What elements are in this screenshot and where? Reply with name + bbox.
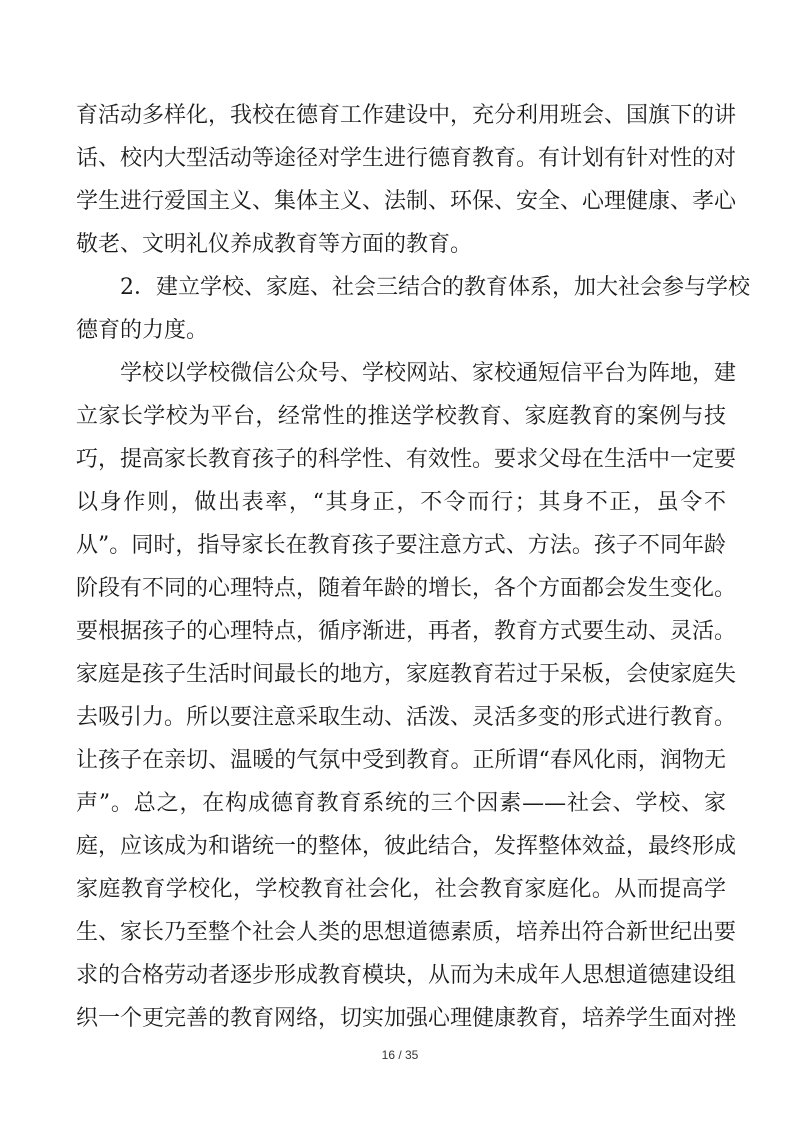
text-line: 话、校内大型活动等途径对学生进行德育教育。有计划有针对性的对: [76, 146, 737, 171]
text-line: 家庭是孩子生活时间最长的地方，家庭教育若过于呆板，会使家庭失: [76, 662, 737, 687]
text-line: 去吸引力。所以要注意采取生动、活泼、灵活多变的形式进行教育。: [76, 705, 737, 730]
text-line: 家庭教育学校化，学校教育社会化，社会教育家庭化。从而提高学: [76, 877, 726, 902]
text-line: 求的合格劳动者逐步形成教育模块，从而为未成年人思想道德建设组: [76, 963, 737, 988]
text-line: 学生进行爱国主义、集体主义、法制、环保、安全、心理健康、孝心: [76, 189, 737, 214]
text-line: 织一个更完善的教育网络，切实加强心理健康教育，培养学生面对挫: [76, 1006, 737, 1031]
text-line: 从”。同时，指导家长在教育孩子要注意方式、方法。孩子不同年龄: [76, 533, 726, 558]
text-line: 育活动多样化，我校在德育工作建设中，充分利用班会、国旗下的讲: [76, 103, 737, 128]
text-line: 阶段有不同的心理特点，随着年龄的增长，各个方面都会发生变化。: [76, 576, 737, 601]
text-line: 生、家长乃至整个社会人类的思想道德素质，培养出符合新世纪出要: [76, 920, 737, 945]
text-line: 以身作则，做出表率，“其身正，不令而行；其身不正，虽令不: [76, 490, 726, 515]
section-heading-line: 2．建立学校、家庭、社会三结合的教育体系，加大社会参与学校: [120, 275, 750, 300]
text-line: 敬老、文明礼仪养成教育等方面的教育。: [76, 232, 473, 257]
text-line: 学校以学校微信公众号、学校网站、家校通短信平台为阵地，建: [120, 361, 737, 386]
section-heading-line: 德育的力度。: [76, 318, 209, 343]
text-line: 庭，应该成为和谐统一的整体，彼此结合，发挥整体效益，最终形成: [76, 834, 737, 859]
text-line: 声”。总之，在构成德育教育系统的三个因素——社会、学校、家: [76, 791, 726, 816]
text-line: 让孩子在亲切、温暖的气氛中受到教育。正所谓“春风化雨，润物无: [76, 748, 726, 773]
page-number: 16 / 35: [381, 1048, 419, 1062]
text-line: 巧，提高家长教育孩子的科学性、有效性。要求父母在生活中一定要: [76, 447, 737, 472]
text-line: 立家长学校为平台，经常性的推送学校教育、家庭教育的案例与技: [76, 404, 726, 429]
text-line: 要根据孩子的心理特点，循序渐进，再者，教育方式要生动、灵活。: [76, 619, 737, 644]
